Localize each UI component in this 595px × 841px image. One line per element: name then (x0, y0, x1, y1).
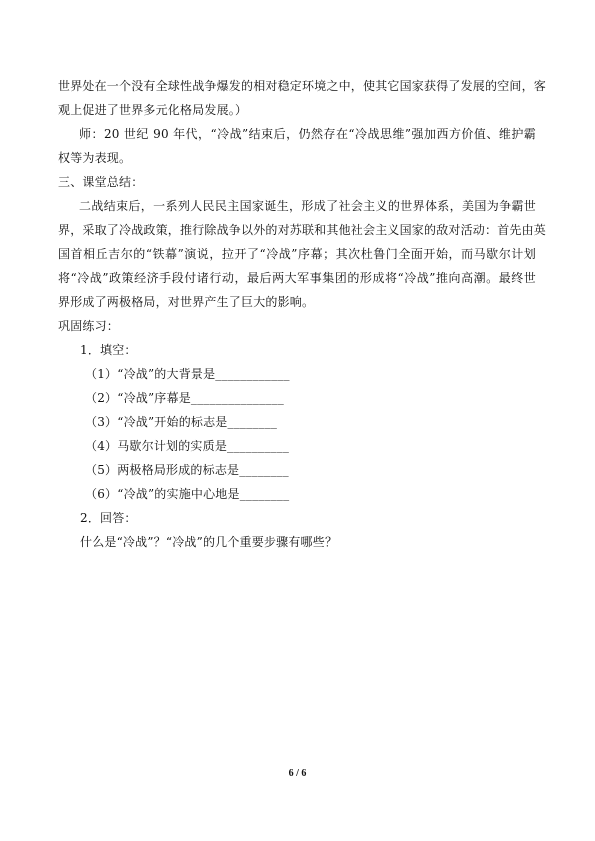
fill-blank-item: （2）“冷战”序幕是_______________ (85, 391, 284, 405)
fill-blank-item: （4）马歇尔计划的实质是__________ (85, 439, 290, 453)
page-number: 6 / 6 (288, 768, 307, 779)
fill-blank-item: （6）“冷战”的实施中心地是________ (85, 487, 290, 501)
question-heading: 1．填空： (80, 343, 137, 357)
body-line: 界形成了两极格局，对世界产生了巨大的影响。 (58, 295, 315, 309)
section-heading: 三、课堂总结： (58, 175, 144, 189)
body-line: 将“冷战”政策经济手段付诸行动，最后两大军事集团的形成将“冷战”推向高潮。最终世 (58, 271, 536, 285)
body-line: 世界处在一个没有全球性战争爆发的相对稳定环境之中，使其它国家获得了发展的空间，客 (58, 79, 547, 93)
question-heading: 2．回答： (80, 511, 137, 525)
section-heading: 巩固练习： (58, 319, 120, 333)
fill-blank-item: （3）“冷战”开始的标志是________ (85, 415, 278, 429)
body-line: 观上促进了世界多元化格局发展。） (58, 103, 248, 117)
body-line: 界，采取了冷战政策，推行除战争以外的对苏联和其他社会主义国家的敌对活动：首先由英 (58, 223, 547, 237)
body-line: 国首相丘吉尔的“铁幕”演说，拉开了“冷战”序幕；其次杜鲁门全面开始，而马歇尔计划 (58, 247, 536, 261)
question-text: 什么是“冷战”？“冷战”的几个重要步骤有哪些？ (80, 535, 338, 549)
fill-blank-item: （1）“冷战”的大背景是____________ (85, 367, 290, 381)
body-line: 权等为表现。 (58, 151, 132, 165)
fill-blank-item: （5）两极格局形成的标志是________ (85, 463, 289, 477)
body-line: 师：20 世纪 90 年代，“冷战”结束后，仍然存在“冷战思维”强加西方价值、维护霸 (79, 127, 536, 141)
body-line: 二战结束后，一系列人民民主国家诞生，形成了社会主义的世界体系，美国为争霸世 (79, 199, 536, 213)
